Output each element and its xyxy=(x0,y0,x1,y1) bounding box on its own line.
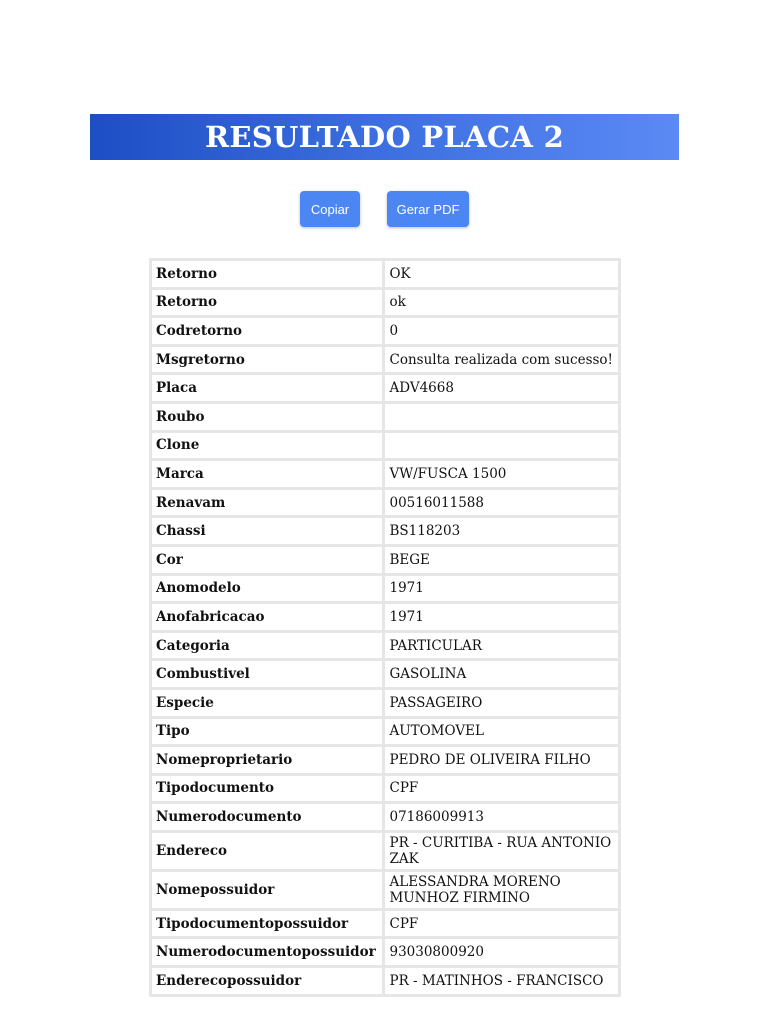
row-key: Enderecopossuidor xyxy=(152,968,382,994)
table-row xyxy=(152,547,618,573)
row-key: Codretorno xyxy=(152,318,382,344)
row-key: Chassi xyxy=(152,518,382,544)
table-row xyxy=(152,518,618,544)
row-key: Anofabricacao xyxy=(152,604,382,630)
row-value: 0 xyxy=(385,318,618,344)
row-value: PR - MATINHOS - FRANCISCO xyxy=(385,968,618,994)
table-row xyxy=(152,347,618,373)
row-key: Endereco xyxy=(152,833,382,869)
row-value: Consulta realizada com sucesso! xyxy=(385,347,618,373)
row-value: PEDRO DE OLIVEIRA FILHO xyxy=(385,747,618,773)
table-row xyxy=(152,404,618,430)
table-row xyxy=(152,661,618,687)
row-key: Tipo xyxy=(152,719,382,745)
row-value: BS118203 xyxy=(385,518,618,544)
row-key: Especie xyxy=(152,690,382,716)
row-value: ADV4668 xyxy=(385,375,618,401)
row-value: ok xyxy=(385,290,618,316)
table-row xyxy=(152,490,618,516)
row-value: PARTICULAR xyxy=(385,633,618,659)
result-table xyxy=(149,258,621,997)
row-value: 93030800920 xyxy=(385,939,618,965)
row-key: Retorno xyxy=(152,290,382,316)
table-row xyxy=(152,872,618,908)
row-value: 1971 xyxy=(385,576,618,602)
row-key: Anomodelo xyxy=(152,576,382,602)
table-row xyxy=(152,290,618,316)
row-value: 00516011588 xyxy=(385,490,618,516)
row-key: Marca xyxy=(152,461,382,487)
table-row xyxy=(152,461,618,487)
row-value: AUTOMOVEL xyxy=(385,719,618,745)
row-value: PR - CURITIBA - RUA ANTONIO ZAK xyxy=(385,833,618,869)
table-row xyxy=(152,776,618,802)
generate-pdf-button[interactable]: Gerar PDF xyxy=(387,191,469,227)
row-key: Combustivel xyxy=(152,661,382,687)
row-key: Categoria xyxy=(152,633,382,659)
row-key: Placa xyxy=(152,375,382,401)
row-value: PASSAGEIRO xyxy=(385,690,618,716)
row-value: OK xyxy=(385,261,618,287)
page-title: RESULTADO PLACA 2 xyxy=(204,120,565,154)
table-row xyxy=(152,318,618,344)
table-row xyxy=(152,433,618,459)
table-row xyxy=(152,633,618,659)
table-row xyxy=(152,576,618,602)
row-value xyxy=(385,433,618,459)
row-value: VW/FUSCA 1500 xyxy=(385,461,618,487)
row-key: Cor xyxy=(152,547,382,573)
row-key: Clone xyxy=(152,433,382,459)
row-value xyxy=(385,404,618,430)
table-row xyxy=(152,719,618,745)
row-value: 1971 xyxy=(385,604,618,630)
table-row xyxy=(152,604,618,630)
row-key: Numerodocumento xyxy=(152,804,382,830)
table-row xyxy=(152,911,618,937)
row-key: Nomepossuidor xyxy=(152,872,382,908)
table-row xyxy=(152,833,618,869)
row-key: Retorno xyxy=(152,261,382,287)
row-key: Numerodocumentopossuidor xyxy=(152,939,382,965)
title-banner xyxy=(90,114,679,160)
row-key: Renavam xyxy=(152,490,382,516)
row-key: Nomeproprietario xyxy=(152,747,382,773)
result-table-viewport[interactable] xyxy=(149,258,621,989)
table-row xyxy=(152,375,618,401)
table-row xyxy=(152,968,618,994)
row-key: Tipodocumentopossuidor xyxy=(152,911,382,937)
row-key: Tipodocumento xyxy=(152,776,382,802)
row-value: CPF xyxy=(385,776,618,802)
row-key: Msgretorno xyxy=(152,347,382,373)
copy-button[interactable]: Copiar xyxy=(300,191,360,227)
row-value: 07186009913 xyxy=(385,804,618,830)
table-row xyxy=(152,747,618,773)
table-row xyxy=(152,690,618,716)
row-value: GASOLINA xyxy=(385,661,618,687)
row-value: ALESSANDRA MORENO MUNHOZ FIRMINO xyxy=(385,872,618,908)
result-table-body xyxy=(152,261,618,994)
row-value: BEGE xyxy=(385,547,618,573)
row-value: CPF xyxy=(385,911,618,937)
table-row xyxy=(152,939,618,965)
table-row xyxy=(152,261,618,287)
row-key: Roubo xyxy=(152,404,382,430)
table-row xyxy=(152,804,618,830)
